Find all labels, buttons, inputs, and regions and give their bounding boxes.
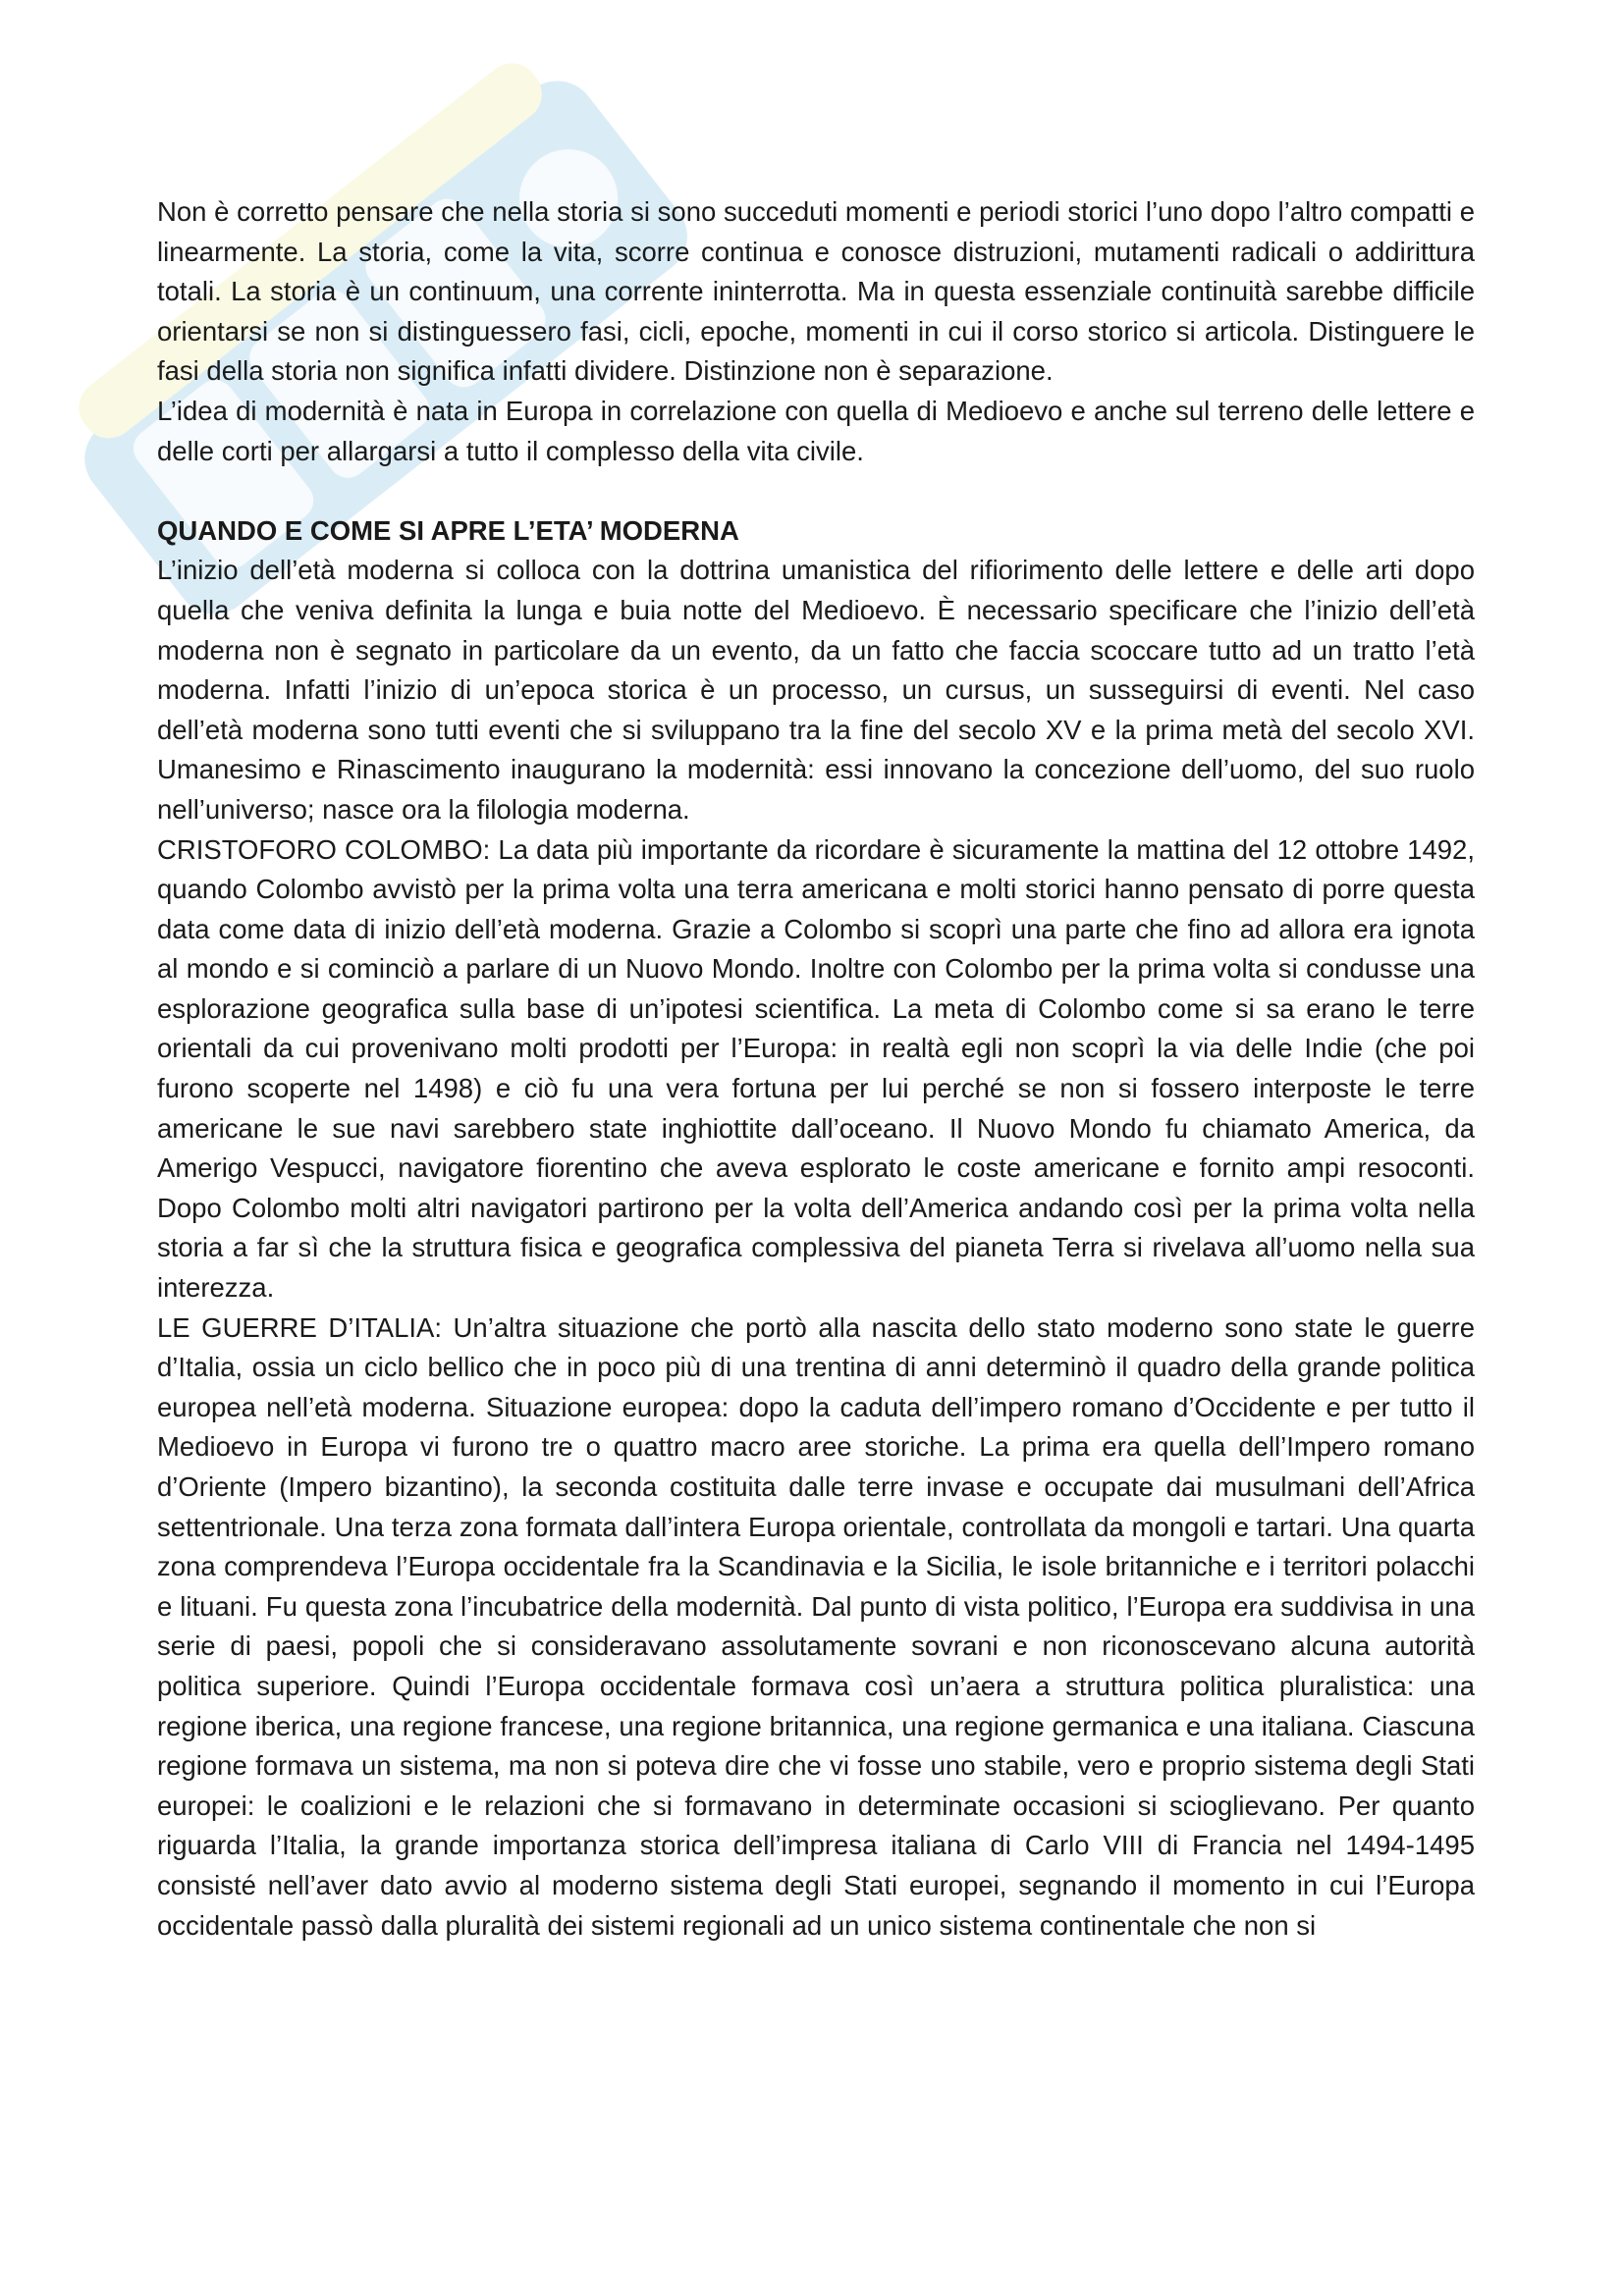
document-page (157, 192, 1475, 1946)
section-paragraph: CRISTOFORO COLOMBO: La data più importante da ricordare è sicuramente la mattina del 12 ottobre 1492, quando Colombo avvistò per la prima volta una terra americana e molti storici hanno pensato di porre questa data come data di inizio dell’età moderna. Grazie a Colombo si scoprì una parte che fino ad allora era ignota al mondo e si cominciò a parlare di un Nuovo Mondo. Inoltre con Colombo per la prima volta si condusse una esplorazione geografica sulla base di un’ipotesi scientifica. La meta di Colombo come si sa erano le terre orientali da cui provenivano molti prodotti per l’Europa: in realtà egli non scoprì la via delle Indie (che poi furono scoperte nel 1498) e ciò fu una vera fortuna per lui perché se non si fossero interposte le terre americane le sue navi sarebbero state inghiottite dall’oceano. Il Nuovo Mondo fu chiamato America, da Amerigo Vespucci, navigatore fiorentino che aveva esplorato le coste americane e fornito ampi resoconti. Dopo Colombo molti altri navigatori partirono per la volta dell’America andando così per la prima volta nella storia a far sì che la struttura fisica e geografica complessiva del pianeta Terra si rivelava all’uomo nella sua interezza. (157, 833, 1475, 1304)
section-heading: QUANDO E COME SI APRE L’ETA’ MODERNA (157, 514, 739, 546)
section-paragraph: LE GUERRE D’ITALIA: Un’altra situazione che portò alla nascita dello stato moderno sono state le guerre d’Italia, ossia un ciclo bellico che in poco più di una trentina di anni determinò il quadro della grande politica europea nell’età moderna. Situazione europea: dopo la caduta dell’impero romano d’Occidente e per tutto il Medioevo in Europa vi furono tre o quattro macro aree storiche. La prima era quella dell’Impero romano d’Oriente (Impero bizantino), la seconda costituita dalle terre invase e occupate dai musulmani dell’Africa settentrionale. Una terza zona formata dall’intera Europa orientale, controllata da mongoli e tartari. Una quarta zona comprendeva l’Europa occidentale fra la Scandinavia e la Sicilia, le isole britanniche e i territori polacchi e lituani. Fu questa zona l’incubatrice della modernità. Dal punto di vista politico, l’Europa era suddivisa in una serie di paesi, popoli che si consideravano assolutamente sovrani e non riconoscevano alcuna autorità politica superiore. Quindi l’Europa occidentale formava così un’aera a struttura politica pluralistica: una regione iberica, una regione francese, una regione britannica, una regione germanica e una italiana. Ciascuna regione formava un sistema, ma non si poteva dire che vi fosse uno stabile, vero e proprio sistema degli Stati europei: le coalizioni e le relazioni che si formavano in determinate occasioni si scioglievano. Per quanto riguarda l’Italia, la grande importanza storica dell’impresa italiana di Carlo VIII di Francia nel 1494-1495 consisté nell’aver dato avvio al moderno sistema degli Stati europei, segnando il momento in cui l’Europa occidentale passò dalla pluralità dei sistemi regionali ad un unico sistema continentale che non si (157, 1311, 1475, 1941)
intro-paragraph: L’idea di modernità è nata in Europa in correlazione con quella di Medioevo e anche sul terreno delle lettere e delle corti per allargarsi a tutto il complesso della vita civile. (157, 395, 1475, 466)
intro-paragraph: Non è corretto pensare che nella storia si sono succeduti momenti e periodi storici l’uno dopo l’altro compatti e linearmente. La storia, come la vita, scorre continua e conosce distruzioni, mutamenti radicali o addirittura totali. La storia è un continuum, una corrente ininterrotta. Ma in questa essenziale continuità sarebbe difficile orientarsi se non si distinguessero fasi, cicli, epoche, momenti in cui il corso storico si articola. Distinguere le fasi della storia non significa infatti dividere. Distinzione non è separazione. (157, 196, 1475, 387)
spacer (157, 471, 1475, 511)
section-paragraph: L’inizio dell’età moderna si colloca con la dottrina umanistica del rifiorimento delle lettere e delle arti dopo quella che veniva definita la lunga e buia notte del Medioevo. È necessario specificare che l’inizio dell’età moderna non è segnato in particolare da un evento, da un fatto che faccia scoccare tutto ad un tratto l’età moderna. Infatti l’inizio di un’epoca storica è un processo, un cursus, un susseguirsi di eventi. Nel caso dell’età moderna sono tutti eventi che si sviluppano tra la fine del secolo XV e la prima metà del secolo XVI. Umanesimo e Rinascimento inaugurano la modernità: essi innovano la concezione dell’uomo, del suo ruolo nell’universo; nasce ora la filologia moderna. (157, 555, 1475, 825)
